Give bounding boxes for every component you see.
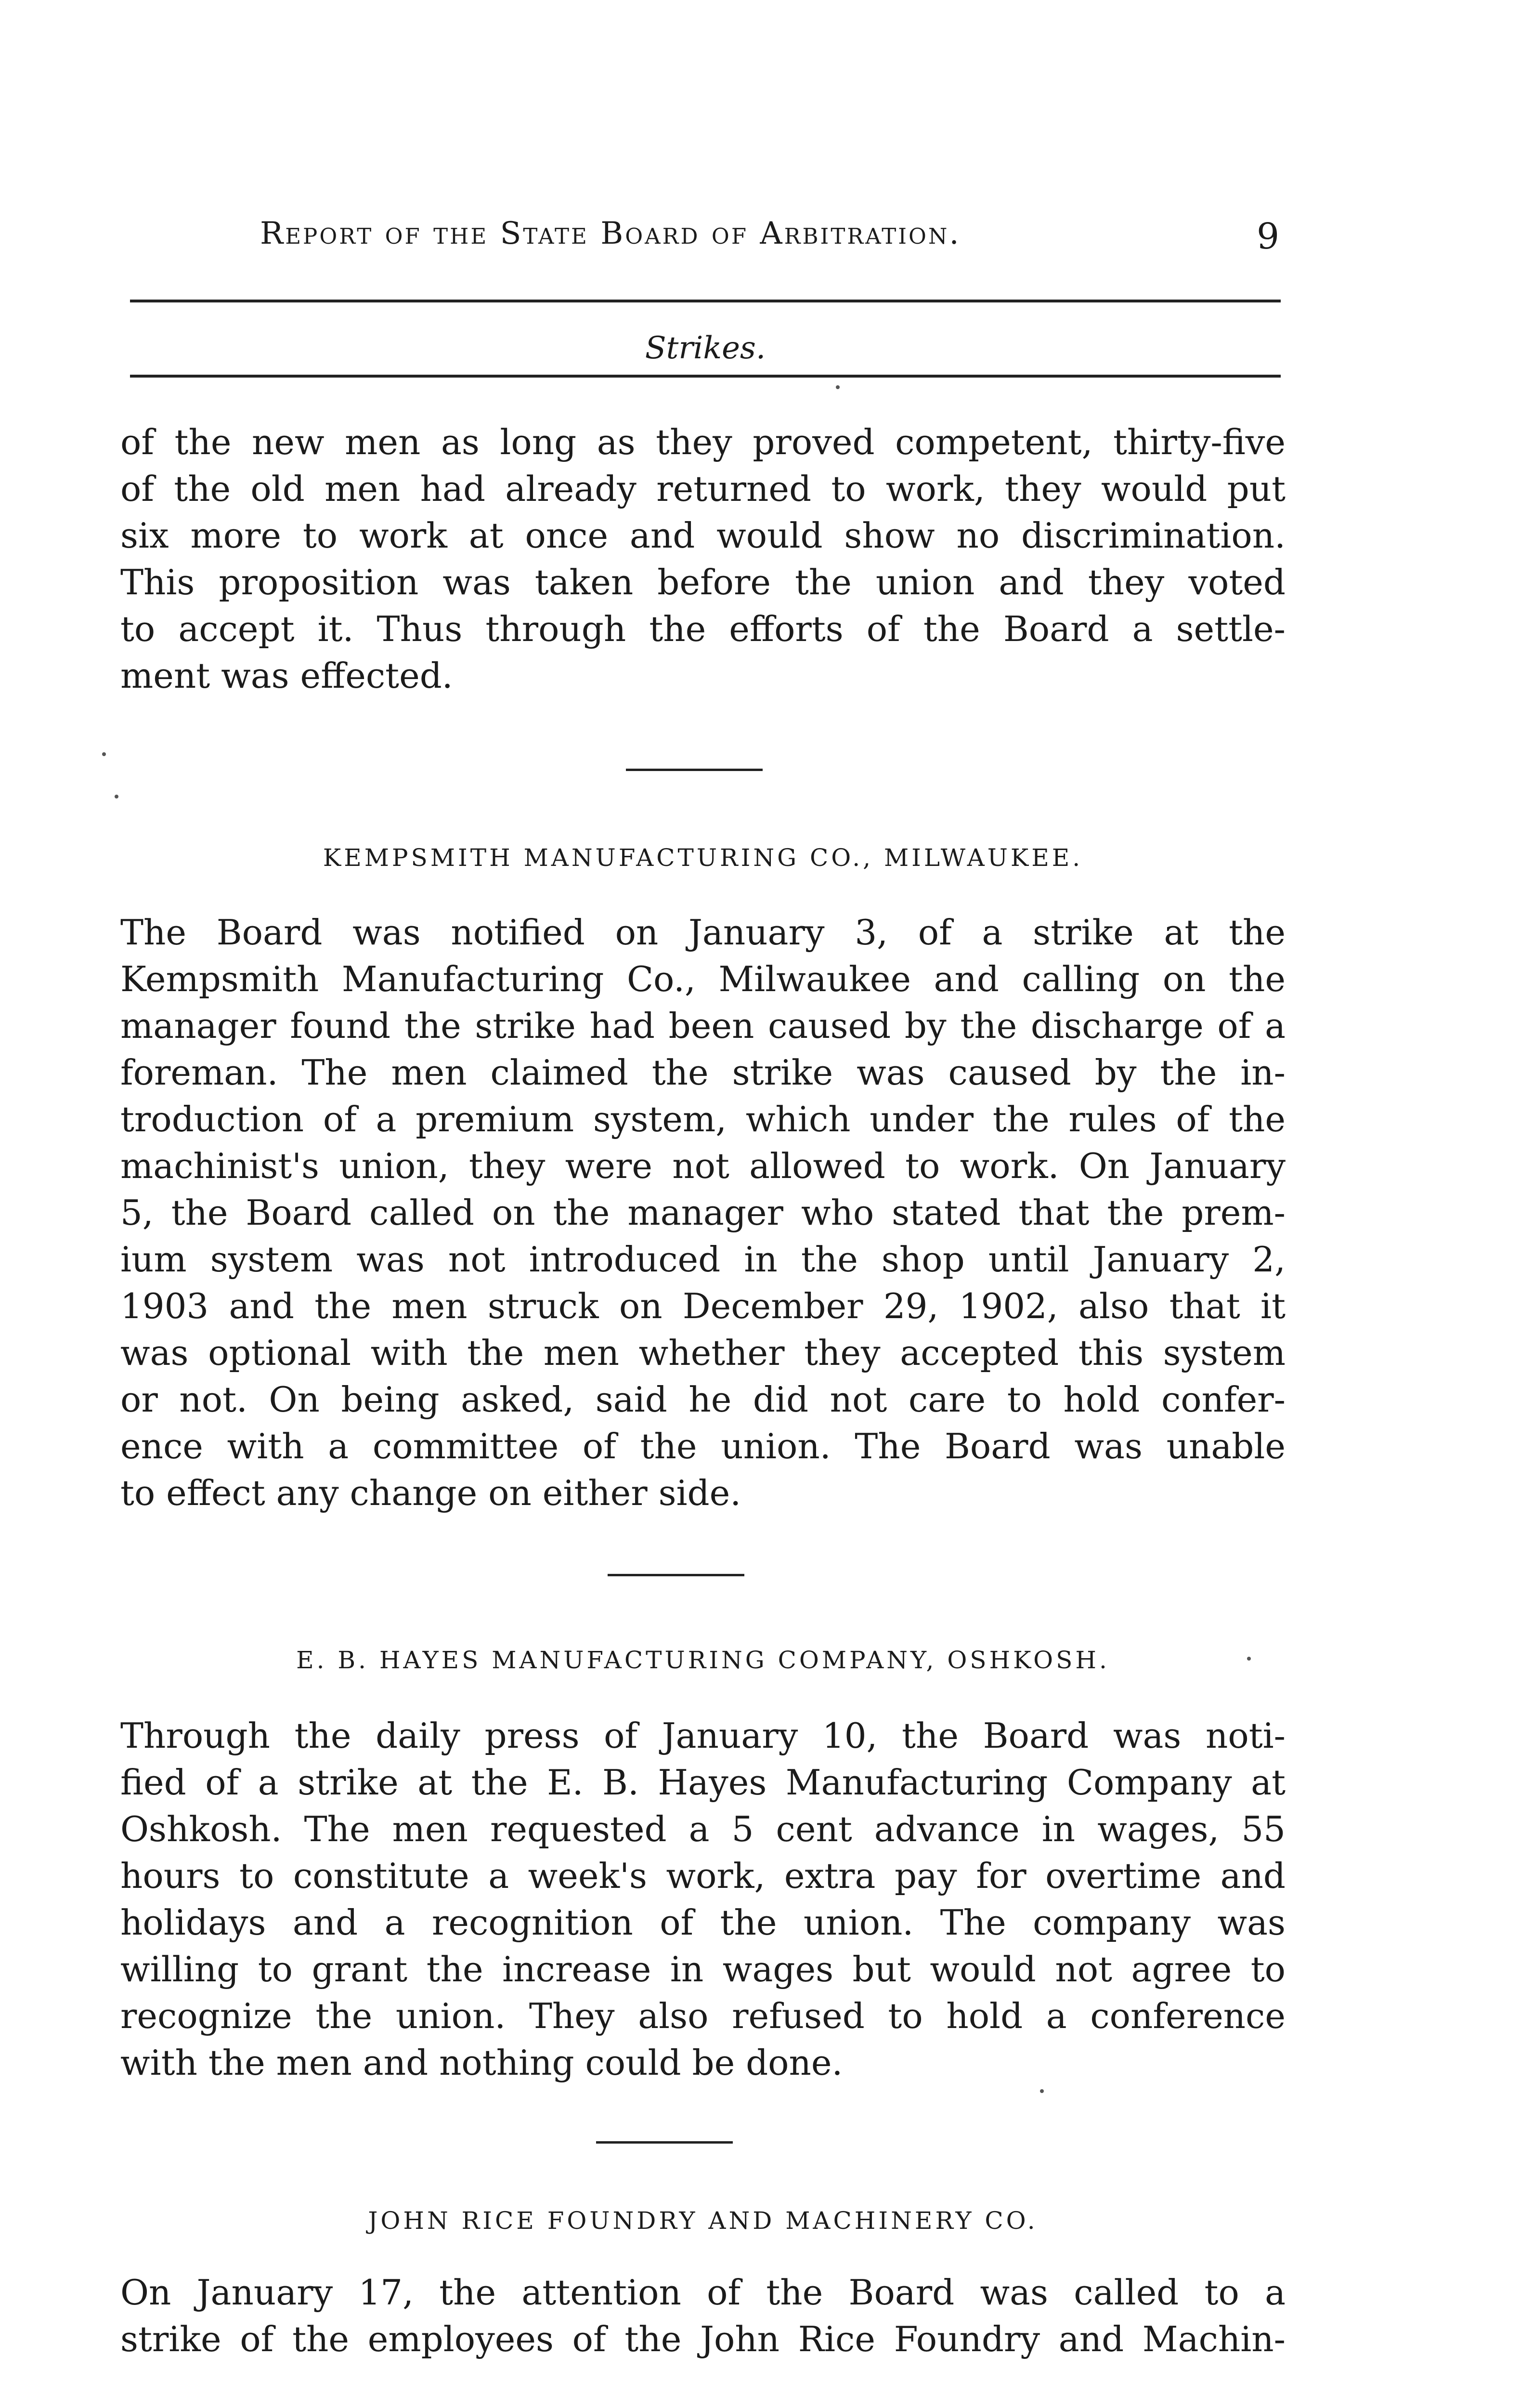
- text-line: The Board was notified on January 3, of a strike at the: [120, 912, 1286, 953]
- paragraph-rice: [120, 2269, 1286, 2363]
- text-line: machinist's union, they were not allowed to work. On January: [120, 1146, 1286, 1186]
- running-head: Report of the State Board of Arbitration.: [260, 216, 961, 251]
- text-line: strike of the employees of the John Rice Foundry and Machin-: [120, 2319, 1286, 2359]
- text-line: to accept it. Thus through the efforts of the Board a settle-: [120, 609, 1286, 649]
- text-line: This proposition was taken before the union and they voted: [120, 562, 1286, 602]
- section-divider: [608, 1574, 744, 1576]
- text-line: Kempsmith Manufacturing Co., Milwaukee and calling on the: [120, 959, 1286, 999]
- text-line: of the new men as long as they proved competent, thirty-five: [120, 422, 1286, 462]
- text-line: hours to constitute a week's work, extra pay for overtime and: [120, 1856, 1286, 1896]
- section-divider: [626, 769, 763, 771]
- text-line: Through the daily press of January 10, the Board was noti-: [120, 1715, 1286, 1756]
- text-line: fied of a strike at the E. B. Hayes Manufacturing Company at: [120, 1762, 1286, 1803]
- section-title: Strikes.: [645, 330, 766, 366]
- text-line: 5, the Board called on the manager who stated that the prem-: [120, 1192, 1286, 1233]
- section-divider: [596, 2141, 733, 2144]
- scan-speck: [102, 752, 106, 756]
- text-line: Oshkosh. The men requested a 5 cent advance in wages, 55: [120, 1809, 1286, 1849]
- text-line: willing to grant the increase in wages but would not agree to: [120, 1949, 1286, 1989]
- scan-speck: [1040, 2089, 1044, 2093]
- text-line: manager found the strike had been caused by the discharge of a: [120, 1006, 1286, 1046]
- text-line: of the old men had already returned to work, they would put: [120, 469, 1286, 509]
- text-line: to effect any change on either side.: [120, 1473, 741, 1513]
- text-line: or not. On being asked, said he did not care to hold confer-: [120, 1379, 1286, 1420]
- scan-speck: [115, 795, 118, 798]
- text-line: ium system was not introduced in the shop until January 2,: [120, 1239, 1286, 1280]
- text-line: with the men and nothing could be done.: [120, 2042, 843, 2083]
- header-rule-bottom: [130, 375, 1281, 378]
- text-line: troduction of a premium system, which under the rules of the: [120, 1099, 1286, 1139]
- text-line: recognize the union. They also refused to hold a conference: [120, 1996, 1286, 2036]
- text-line: foreman. The men claimed the strike was caused by the in-: [120, 1052, 1286, 1093]
- scan-speck: [836, 385, 840, 389]
- page-number: 9: [1257, 216, 1280, 257]
- text-line: six more to work at once and would show no discrimination.: [120, 515, 1286, 556]
- paragraph-kempsmith: [120, 909, 1286, 1517]
- text-line: ment was effected.: [120, 655, 453, 696]
- text-line: On January 17, the attention of the Board was called to a: [120, 2272, 1286, 2313]
- section-heading-kempsmith: KEMPSMITH MANUFACTURING CO., MILWAUKEE.: [323, 844, 1083, 872]
- intro-paragraph: [120, 419, 1286, 699]
- text-line: ence with a committee of the union. The Board was unable: [120, 1426, 1286, 1466]
- text-line: was optional with the men whether they accepted this system: [120, 1333, 1286, 1373]
- paragraph-hayes: [120, 1713, 1286, 2086]
- section-heading-rice: JOHN RICE FOUNDRY AND MACHINERY CO.: [368, 2207, 1038, 2235]
- text-line: holidays and a recognition of the union. The company was: [120, 1902, 1286, 1943]
- text-line: 1903 and the men struck on December 29, 1902, also that it: [120, 1286, 1286, 1326]
- header-rule-top: [130, 300, 1281, 302]
- section-heading-hayes: E. B. HAYES MANUFACTURING COMPANY, OSHKOSH.: [296, 1646, 1110, 1674]
- scan-speck: [1247, 1657, 1251, 1661]
